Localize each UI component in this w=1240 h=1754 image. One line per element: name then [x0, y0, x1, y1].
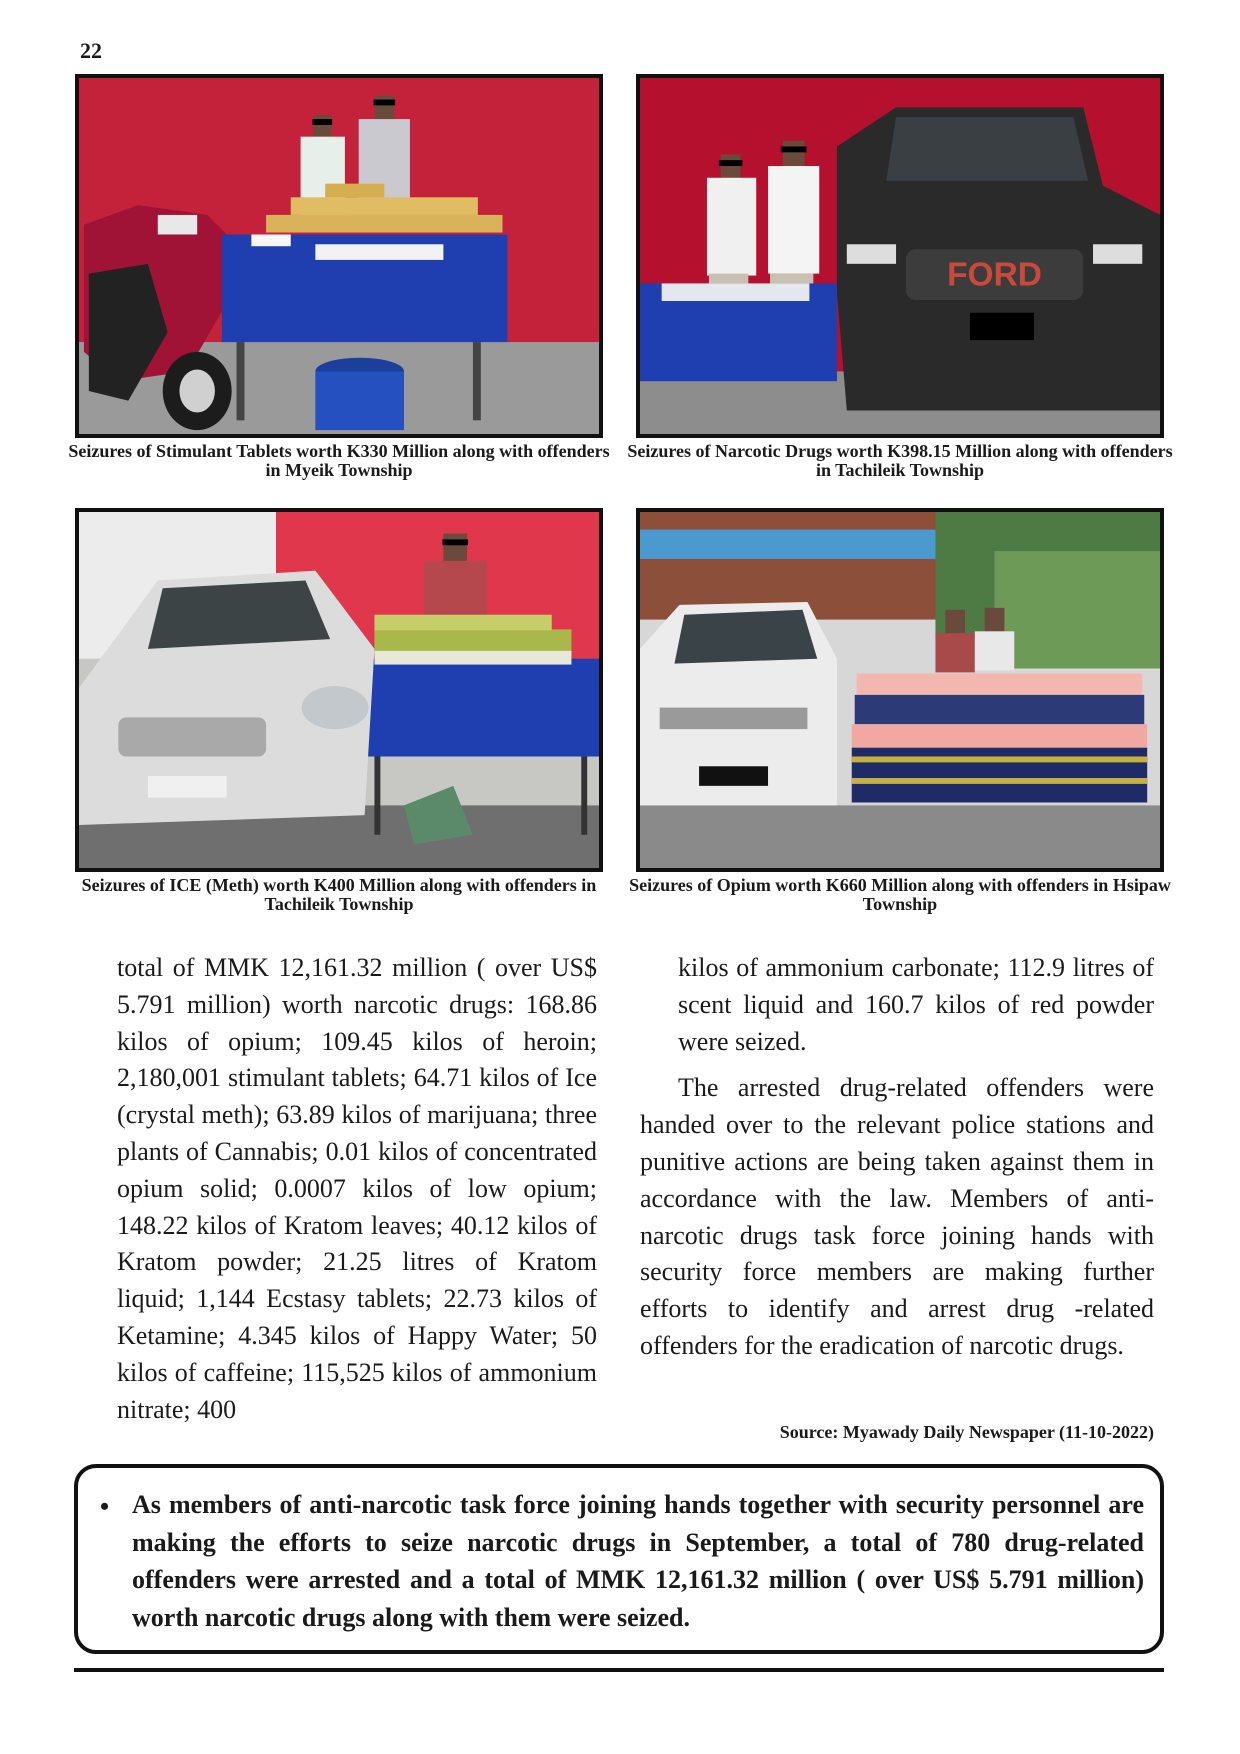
seizure-photo-2 [640, 78, 1160, 434]
photo-stimulant-tablets-myeik [75, 74, 603, 438]
photo-2-caption: Seizures of Narcotic Drugs worth K398.15 Million along with offenders in Tachileik Township [627, 441, 1173, 480]
seizure-photo-1 [79, 78, 599, 434]
photo-3-caption: Seizures of ICE (Meth) worth K400 Million along with offenders in Tachileik Township [81, 875, 597, 914]
article-left-column [117, 950, 597, 1428]
photo-1-caption: Seizures of Stimulant Tablets worth K330 Million along with offenders in Myeik Township [68, 441, 610, 480]
seizure-photo-3 [79, 512, 599, 868]
article-source: Source: Myawady Daily Newspaper (11-10-2022) [779, 1422, 1154, 1442]
article-right-paragraph-2: The arrested drug-related offenders were handed over to the relevant police stations and punitive actions are being taken against them in accordance with the law. Members of anti-narcotic drugs task force joining hands with security force members are making further efforts to identify and arrest drug -related offenders for the eradication of narcotic drugs. [640, 1073, 1154, 1360]
photo-ice-meth-tachileik [75, 508, 603, 872]
summary-highlight-box [74, 1464, 1164, 1654]
bullet-icon: • [100, 1492, 110, 1521]
article-right-column [640, 950, 1154, 1365]
truck-grille-text: FORD [947, 256, 1042, 294]
article-right-paragraph-1: kilos of ammonium carbonate; 112.9 litres of scent liquid and 160.7 kilos of red powder were seized. [678, 953, 1154, 1056]
seizure-photo-4 [640, 512, 1160, 868]
page-number: 22 [80, 38, 102, 63]
footer-rule [74, 1668, 1164, 1672]
photo-opium-hsipaw [636, 508, 1164, 872]
article-left-paragraph: total of MMK 12,161.32 million ( over US$ 5.791 million) worth narcotic drugs: 168.86 kilos of opium; 109.45 kilos of heroin; 2,180,001 stimulant tablets; 64.71 kilos of Ice (crystal meth); 63.89 kilos of marijuana; three plants of Cannabis; 0.01 kilos of concentrated opium solid; 0.0007 kilos of low opium; 148.22 kilos of Kratom leaves; 40.12 kilos of Kratom powder; 21.25 litres of Kratom liquid; 1,144 Ecstasy tablets; 22.73 kilos of Ketamine; 4.345 kilos of Happy Water; 50 kilos of caffeine; 115,525 kilos of ammonium nitrate; 400 [117, 953, 597, 1424]
summary-text: As members of anti-narcotic task force joining hands together with security personnel are making the efforts to seize narcotic drugs in September, a total of 780 drug-related offenders were arrested and a total of MMK 12,161.32 million ( over US$ 5.791 million) worth narcotic drugs along with them were seized. [132, 1490, 1144, 1632]
photo-narcotic-drugs-tachileik [636, 74, 1164, 438]
photo-4-caption: Seizures of Opium worth K660 Million along with offenders in Hsipaw Township [629, 875, 1171, 914]
